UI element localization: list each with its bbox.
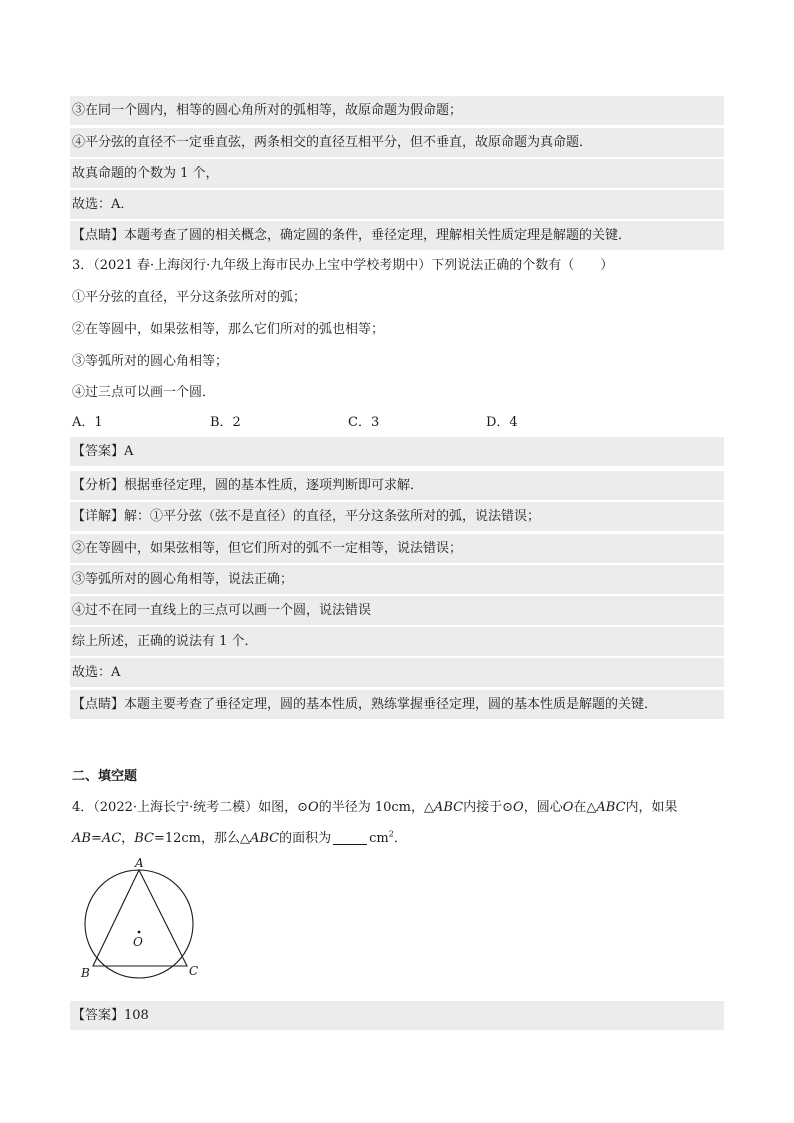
vertex-label-b: B	[81, 966, 90, 980]
q4-text-1: 的半径为 10cm，	[318, 800, 424, 815]
q3-detail-1: 【详解】解：①平分弦（弦不是直径）的直径，平分这条弦所对的弧，说法错误；	[70, 502, 724, 531]
q3-detail-2: ②在等圆中，如果弦相等，但它们所对的弧不一定相等，说法错误；	[70, 534, 724, 563]
q4-circle-o-2: ⊙O	[502, 800, 524, 815]
q2-choice-line: 故选：A．	[70, 190, 724, 219]
q4-answer-blank	[333, 830, 367, 845]
circumcircle	[85, 870, 193, 978]
q3-option-c: C．3	[348, 415, 380, 430]
q3-detail-3: ③等弧所对的圆心角相等，说法正确；	[70, 565, 724, 594]
center-label-o: O	[133, 935, 143, 949]
q3-comment: 【点睛】本题主要考查了垂径定理，圆的基本性质，熟练掌握垂径定理，圆的基本性质是解题的关键．	[70, 690, 724, 719]
q3-options	[70, 408, 724, 437]
q4-center-o: O	[562, 800, 574, 815]
q4-sep: ，	[121, 831, 135, 846]
q4-triangle-abc-2: △ABC	[586, 800, 626, 815]
section-title: 二、填空题	[72, 769, 138, 784]
q4-triangle-abc-3: △ABC	[239, 831, 280, 846]
q3-statement-4: ④过三点可以画一个圆．	[72, 385, 216, 400]
q3-answer: 【答案】A	[70, 437, 724, 466]
q3-stem: 3．（2021 春·上海闵行·九年级上海市民办上宝中学校考期中）下列说法正确的个数有（ ）	[72, 258, 614, 273]
q4-text-3: ，圆心	[523, 800, 563, 815]
q4-text-6: 的面积为	[279, 831, 332, 846]
q3-statement-2: ②在等圆中，如果弦相等，那么它们所对的弧也相等；	[72, 322, 385, 337]
vertex-label-a: A	[135, 856, 144, 870]
q4-stem-line-2	[70, 824, 724, 853]
q3-option-b: B．2	[210, 415, 241, 430]
q4-unit: cm	[369, 831, 389, 846]
q3-choice: 故选：A	[70, 658, 724, 687]
circle-triangle-figure	[76, 856, 206, 981]
triangle-abc	[93, 870, 187, 966]
q4-end: ．	[393, 831, 407, 846]
q4-bc-value: =12cm，那么	[153, 831, 240, 846]
vertex-label-c: C	[189, 964, 199, 978]
center-point	[138, 931, 141, 934]
q4-answer: 【答案】108	[70, 1001, 724, 1030]
q3-analysis: 【分析】根据垂径定理，圆的基本性质，逐项判断即可求解．	[70, 471, 724, 500]
q4-ab-eq-ac: AB=AC	[72, 831, 122, 846]
q4-text-5: 内，如果	[625, 800, 678, 815]
q4-text-4: 在	[573, 800, 587, 815]
q2-comment-line: 【点睛】本题考查了圆的相关概念，确定圆的条件，垂径定理，理解相关性质定理是解题的关键．	[70, 221, 724, 250]
q4-stem-line-1	[70, 793, 724, 822]
q3-statement-3: ③等弧所对的圆心角相等；	[72, 354, 229, 369]
q4-prefix: 4．（2022·上海长宁·统考二模）如图，	[72, 800, 298, 815]
q3-statement-1: ①平分弦的直径，平分这条弦所对的弧；	[72, 290, 307, 305]
q3-option-a: A．1	[72, 415, 103, 430]
q2-solution-line-4: ④平分弦的直径不一定垂直弦，两条相交的直径互相平分，但不垂直，故原命题为真命题．	[70, 128, 724, 157]
q2-solution-line-3: ③在同一个圆内，相等的圆心角所对的弧相等，故原命题为假命题；	[70, 96, 724, 125]
q4-text-2: 内接于	[463, 800, 503, 815]
q4-circle-o: ⊙O	[297, 800, 319, 815]
q4-triangle-abc: △ABC	[423, 800, 464, 815]
q4-unit-superscript: 2	[388, 829, 394, 839]
q3-summary: 综上所述，正确的说法有 1 个．	[70, 627, 724, 656]
q3-detail-4: ④过不在同一直线上的三点可以画一个圆，说法错误	[70, 596, 724, 625]
q4-bc-label: BC	[134, 831, 154, 846]
q2-count-line: 故真命题的个数为 1 个，	[70, 159, 724, 188]
q3-option-d: D．4	[486, 415, 518, 430]
